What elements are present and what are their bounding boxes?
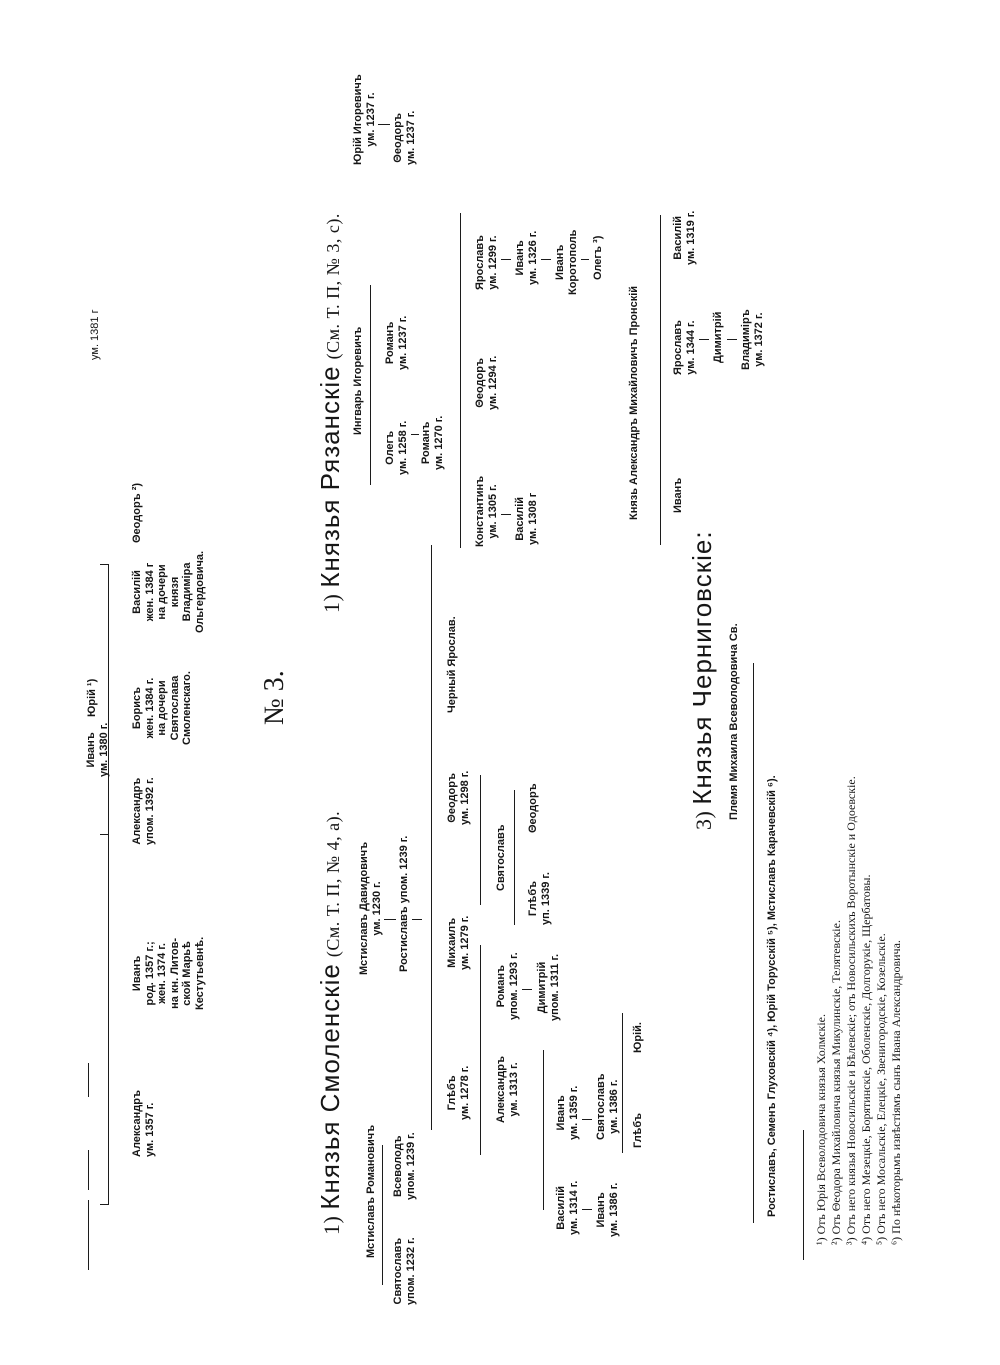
- ryazan-oleg: Олегъ ³): [592, 235, 604, 280]
- smolensk-mikhail-1279: Михаилъ ум. 1279 г.: [446, 915, 471, 970]
- footnote-1: ¹) Отъ Юрія Всеволодовича князья Холмскіе.: [814, 1014, 828, 1245]
- chernigov-title: 3) Князья Черниговскіе:: [687, 530, 717, 830]
- chernigov-branches: Ростиславъ, Семенъ Глуховскій ⁴), Юрій Торусскій ⁵), Мстиславъ Карачевскій ⁶).: [766, 775, 778, 1217]
- ryazan-knyaz-aleksandr-pronsky: Князь Александръ Михайловичъ Пронскій: [628, 285, 640, 520]
- smolensk-vsevolod-1239: Всеволодъ упом. 1239 г.: [392, 1132, 417, 1200]
- smolensk-title: 1) Князья Смоленскіе (См. Т. П, № 4, а).: [315, 810, 345, 1235]
- ryazan-konstantin-1305: Константинъ ум. 1305 г.: [474, 475, 499, 547]
- smolensk-bracket-7: [622, 1013, 623, 1153]
- person-yuri: Юрій ¹): [86, 678, 98, 717]
- smolensk-descent-3: [522, 989, 532, 990]
- footnote-2: ²) Отъ Θеодора Михайловича князья Микулинскіе, Телятевскіе.: [829, 920, 843, 1245]
- chernigov-subtitle: Племя Михаила Всеволодовича Св.: [728, 623, 740, 820]
- smolensk-bracket-1: [382, 1145, 383, 1285]
- ryazan-feodor-1237: Θеодоръ ум. 1237 г.: [392, 110, 417, 165]
- ryazan-descent-5: [541, 259, 551, 260]
- footnote-5: ⁵) Отъ него Мосальскіе, Елецкіе, Звенигородскіе, Козельскіе.: [874, 933, 888, 1245]
- smolensk-descent-5: [582, 1119, 592, 1120]
- smolensk-gleb-1278: Глѣбъ ум. 1278 г.: [446, 1065, 471, 1120]
- smolensk-bracket-6: [543, 1050, 544, 1210]
- ryazan-descent-7: [699, 339, 709, 340]
- smolensk-descent-4: [582, 1209, 592, 1210]
- smolensk-bracket-5: [514, 790, 515, 925]
- top-rule-left2: [88, 1150, 89, 1190]
- smolensk-yuri: Юрій.: [632, 1022, 644, 1053]
- top-bracket-end-right: [100, 564, 109, 565]
- ryazan-descent-1: [378, 124, 390, 125]
- top-bracket-tick: [100, 834, 109, 835]
- smolensk-feodor: Θеодоръ: [527, 783, 539, 833]
- ryazan-dimitry: Димитрій: [712, 311, 724, 363]
- smolensk-ivan-1386: Иванъ ум. 1386 г.: [595, 1182, 620, 1237]
- ryazan-ingvar: Ингварь Игоревичъ: [352, 326, 364, 435]
- ryazan-descent-2: [411, 434, 419, 435]
- ryazan-vasily-1319: Василій ум. 1319 г.: [672, 210, 697, 265]
- ryazan-roman-1270: Романъ ум. 1270 г.: [420, 415, 445, 470]
- ryazan-vladimir-1372: Владиміръ ум. 1372 г.: [740, 309, 765, 370]
- top-sibling-bracket: [108, 565, 109, 1205]
- smolensk-roman-1293: Романъ упом. 1293 г.: [495, 952, 520, 1020]
- top-rule-left: [88, 1200, 89, 1270]
- chernigov-bracket: [753, 663, 754, 1223]
- ryazan-ivan-korotopol: Иванъ Коротополь: [554, 229, 579, 295]
- smolensk-gleb: Глѣбъ: [632, 1112, 644, 1148]
- footnote-4: ⁴) Отъ него Мезецкіе, Борятинскіе, Оболенскіе, Долгорукіе, Щербатовы.: [859, 874, 873, 1245]
- ryazan-yuri-igorevich: Юрій Игоревичъ ум. 1237 г.: [352, 74, 377, 165]
- footnote-6: ⁶) По нѣкоторымъ извѣстіямъ сынъ Ивана Александровича.: [889, 940, 903, 1245]
- smolensk-cherny-yaroslav: Черный Ярослав.: [446, 616, 458, 713]
- smolensk-svyatoslav-1232: Святославъ упом. 1232 г.: [392, 1237, 417, 1305]
- ryazan-yaroslav-1344: Ярославъ ум. 1344 г.: [672, 320, 697, 375]
- top-bracket-end-left: [100, 1204, 109, 1205]
- ryazan-ivan: Иванъ: [672, 477, 684, 513]
- ryazan-roman-1237: Романъ ум. 1237 г.: [384, 315, 409, 370]
- smolensk-vasily-1314: Василій ум. 1314 г.: [555, 1180, 580, 1235]
- ryazan-descent-8: [727, 339, 737, 340]
- smolensk-bracket-2: [431, 545, 432, 1130]
- ryazan-ivan-1326: Иванъ ум. 1326 г.: [514, 230, 539, 285]
- person-feodor: Θеодоръ ²): [131, 482, 143, 543]
- ryazan-yaroslav-1299: Ярославъ ум. 1299 г.: [474, 235, 499, 290]
- smolensk-bracket-3: [480, 945, 481, 1155]
- smolensk-mstislav-davidovich: Мстиславъ Давидовичъ ум. 1230 г.: [358, 841, 383, 975]
- smolensk-bracket-4: [480, 775, 481, 905]
- person-aleksandr-1357: Александръ ум. 1357 г.: [131, 1090, 156, 1157]
- smolensk-ivan-1359: Иванъ ум. 1359 г.: [555, 1085, 580, 1140]
- ryazan-descent-4: [501, 259, 511, 260]
- ryazan-title: 1) Князья Рязанскіе (См. Т. П, № 3, с).: [315, 213, 345, 613]
- smolensk-descent-1: [384, 919, 396, 920]
- footnote-rule: [803, 1130, 804, 1260]
- ryazan-feodor-1294: Θеодоръ ум. 1294 г.: [474, 355, 499, 410]
- footnote-3: ³) Отъ него князья Новосильскіе и Бѣлевскіе; отъ Новосильскихъ Воротынскіе и Одоевскіе.: [844, 776, 858, 1245]
- ryazan-descent-3: [501, 514, 511, 515]
- top-rule-mid: [88, 1063, 89, 1097]
- smolensk-gleb-1339: Глѣбъ уп. 1339 г.: [527, 872, 552, 925]
- smolensk-feodor-1298: Θеодоръ ум. 1298 г.: [446, 770, 471, 825]
- ryazan-bracket-2: [460, 213, 461, 548]
- smolensk-aleksandr-1313: Александръ ум. 1313 г.: [495, 1056, 520, 1123]
- smolensk-dimitry-1311: Димитрій упом. 1311 г.: [536, 953, 561, 1021]
- person-boris: Борисъ жен. 1384 г. на дочери Святослава Смоленскаго.: [131, 671, 193, 745]
- person-ivan-1357: Иванъ род. 1357 г.; жен. 1374 г. на кн. Литов- ской Марьѣ Кестутьевнѣ.: [131, 936, 206, 1010]
- person-vasily-1384: Василій жен. 1384 г на дочери князя Владиміра Ольгердовича.: [131, 550, 206, 633]
- ryazan-bracket-3: [660, 215, 661, 545]
- ryazan-vasily-1308: Василій ум. 1308 г: [514, 492, 539, 545]
- um-1381-label: ум. 1381 г: [89, 309, 101, 360]
- ryazan-bracket-1: [370, 285, 371, 485]
- smolensk-mstislav-romanovich: Мстиславъ Романовичъ: [365, 1124, 377, 1258]
- smolensk-svyatoslav: Святославъ: [495, 824, 507, 891]
- person-aleksandr-1392: Александръ упом. 1392 г.: [131, 777, 156, 845]
- smolensk-svyatoslav-1386: Святославъ ум. 1386 г.: [595, 1073, 620, 1140]
- smolensk-rostislav: Ростиславъ упом. 1239 г.: [398, 835, 410, 972]
- ryazan-oleg-1258: Олегъ ум. 1258 г.: [384, 420, 409, 475]
- person-ivan-1380: Иванъ ум. 1380 г.: [85, 722, 110, 777]
- ryazan-descent-6: [581, 259, 589, 260]
- smolensk-descent-2: [412, 919, 422, 920]
- section-number: № 3.: [259, 670, 290, 725]
